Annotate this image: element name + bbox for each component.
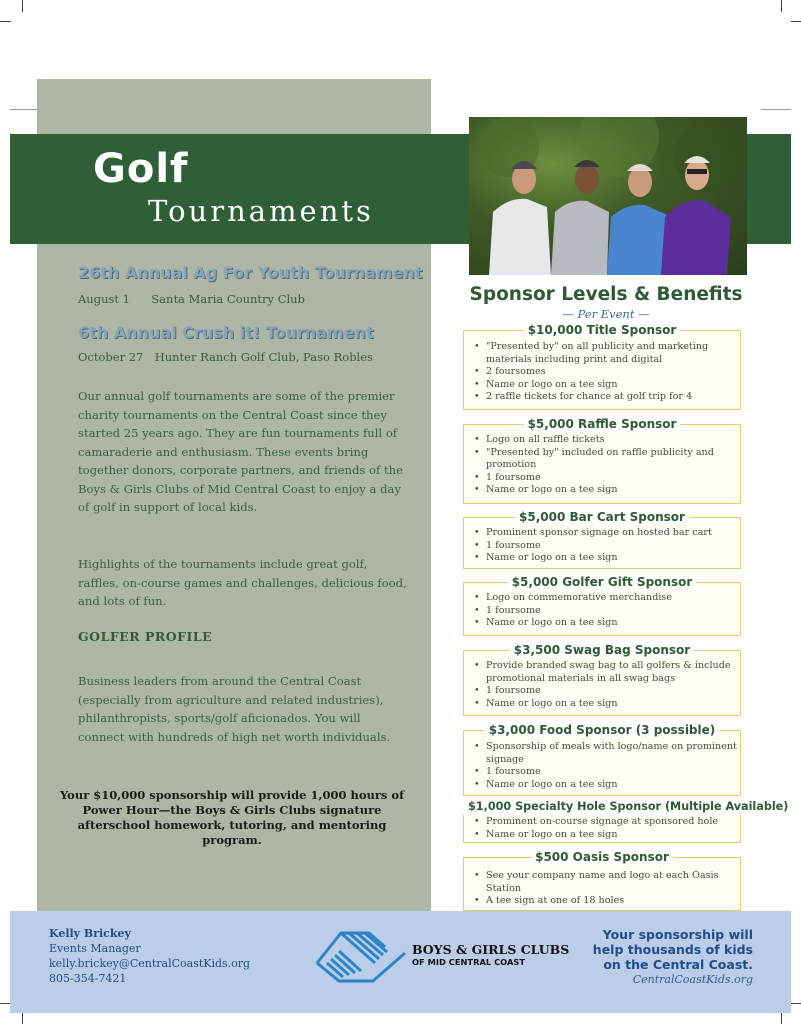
benefit-item: • Prominent sponsor signage on hosted bar cart <box>486 527 740 540</box>
event-venue-2: Hunter Ranch Golf Club, Paso Robles <box>154 350 373 364</box>
crop-mark <box>0 21 11 22</box>
tier-benefits <box>464 816 740 841</box>
website-link[interactable]: CentralCoastKids.org <box>632 973 753 986</box>
benefit-item: • See your company name and logo at each Oasis Station <box>486 870 740 895</box>
benefit-item: • Name or logo on a tee sign <box>486 617 740 630</box>
benefit-item: • 1 foursome <box>486 605 740 618</box>
contact-name: Kelly Brickey <box>49 927 131 940</box>
crop-mark <box>791 1003 801 1004</box>
tier-heading: $3,500 Swag Bag Sponsor <box>464 643 740 657</box>
impact-statement: Your $10,000 sponsorship will provide 1,000 hours of Power Hour—the Boys & Girls Clubs signature afterschool homework, tutoring, and mentoring program. <box>59 788 405 847</box>
contact-role: Events Manager <box>49 942 141 955</box>
golfer-profile-heading: GOLFER PROFILE <box>78 629 213 644</box>
benefit-item: • 2 raffle tickets for chance at golf trip for 4 <box>486 391 740 404</box>
tagline-line: help thousands of kids <box>592 942 753 957</box>
benefit-item: • Prominent on-course signage at sponsored hole <box>486 816 740 829</box>
event-title-2: 6th Annual Crush it! Tournament <box>78 323 374 342</box>
tier-benefits <box>464 660 740 710</box>
benefit-item: • 1 foursome <box>486 472 740 485</box>
crop-mark <box>10 109 37 110</box>
golfer-profile-paragraph: Business leaders from around the Central Coast (especially from agriculture and related industries), philanthropists, sports/golf aficionados. You will connect with hundreds of high net worth individuals. <box>78 674 391 744</box>
benefit-item: • A tee sign at one of 18 holes <box>486 895 740 908</box>
tier-benefits <box>464 741 740 791</box>
per-event-subtitle: — Per Event — <box>562 307 650 321</box>
intro-paragraph: Our annual golf tournaments are some of the premier charity tournaments on the Central Coast since they started 25 years ago. They are fun tournaments full of camaraderie and enthusiasm. These events bring together donors, corporate partners, and friends of the Boys & Girls Clubs of Mid Central Coast to enjoy a day of golf in support of local kids. <box>78 389 404 514</box>
crop-mark <box>791 21 801 22</box>
tier-benefits <box>464 870 740 908</box>
contact-phone: 805-354-7421 <box>49 972 127 985</box>
sponsor-tier <box>463 323 741 410</box>
sponsor-tier <box>463 575 741 636</box>
sponsorship-tagline <box>593 927 753 972</box>
tier-benefits <box>464 527 740 565</box>
org-subname: OF MID CENTRAL COAST <box>412 957 526 967</box>
org-name: BOYS & GIRLS CLUBS <box>412 942 570 957</box>
benefit-item: • Name or logo on a tee sign <box>486 779 740 792</box>
tier-heading: $1,000 Specialty Hole Sponsor (Multiple Available) <box>468 800 789 813</box>
tier-heading: $5,000 Golfer Gift Sponsor <box>464 575 740 589</box>
benefit-item: • Logo on commemorative merchandise <box>486 592 740 605</box>
sponsor-tier <box>463 800 789 843</box>
tier-heading: $5,000 Raffle Sponsor <box>464 417 740 431</box>
tier-heading: $500 Oasis Sponsor <box>464 850 740 864</box>
sponsor-tier <box>463 417 741 504</box>
tier-heading: $3,000 Food Sponsor (3 possible) <box>464 723 740 737</box>
tagline-line: Your sponsorship will <box>602 927 753 942</box>
sponsor-levels-heading: Sponsor Levels & Benefits <box>469 284 743 305</box>
event-title-1: 26th Annual Ag For Youth Tournament <box>78 263 423 282</box>
crop-mark <box>22 0 23 12</box>
page-subtitle: Tournaments <box>148 194 374 228</box>
benefit-item: • 1 foursome <box>486 540 740 553</box>
event-date-2: October 27 <box>78 350 144 364</box>
crop-mark <box>781 0 782 12</box>
tier-benefits <box>464 434 740 497</box>
benefit-item: • "Presented by" on all publicity and marketing materials including print and digital <box>486 341 740 366</box>
event-meta-2 <box>78 350 373 364</box>
benefit-item: • 1 foursome <box>486 685 740 698</box>
sponsor-tier <box>463 510 741 569</box>
benefit-item: • 2 foursomes <box>486 366 740 379</box>
contact-block <box>49 926 250 986</box>
benefit-item: • Name or logo on a tee sign <box>486 698 740 711</box>
page-title: Golf <box>93 146 189 192</box>
benefit-item: • "Presented by" included on raffle publicity and promotion <box>486 447 740 472</box>
benefit-item: • Name or logo on a tee sign <box>486 484 740 497</box>
tagline-line: on the Central Coast. <box>603 957 753 972</box>
golfers-photo <box>469 117 747 275</box>
highlights-paragraph: Highlights of the tournaments include great golf, raffles, on-course games and challenges, delicious food, and lots of fun. <box>78 557 407 608</box>
benefit-item: • Logo on all raffle tickets <box>486 434 740 447</box>
benefit-item: • Name or logo on a tee sign <box>486 552 740 565</box>
crop-mark <box>0 1003 10 1004</box>
crop-mark <box>22 1013 23 1024</box>
contact-email[interactable]: kelly.brickey@CentralCoastKids.org <box>49 957 251 970</box>
crop-mark <box>761 109 791 110</box>
benefit-item: • Sponsorship of meals with logo/name on prominent signage <box>486 741 740 766</box>
benefit-item: • Provide branded swag bag to all golfers & include promotional materials in all swag bags <box>486 660 740 685</box>
bgc-handshake-logo-icon <box>313 925 409 985</box>
event-date-1: August 1 <box>78 292 130 306</box>
tier-benefits <box>464 592 740 630</box>
sponsor-tier <box>463 850 741 911</box>
sponsor-tier <box>463 723 741 796</box>
golfers-photo-illustration <box>469 117 747 275</box>
tier-heading: $5,000 Bar Cart Sponsor <box>464 510 740 524</box>
tier-heading: $10,000 Title Sponsor <box>464 323 740 337</box>
benefit-item: • Name or logo on a tee sign <box>486 829 740 842</box>
event-venue-1: Santa Maria Country Club <box>151 292 305 306</box>
tier-benefits <box>464 341 740 404</box>
sponsor-tier <box>463 643 741 716</box>
event-meta-1 <box>78 292 305 306</box>
crop-mark <box>781 1013 782 1024</box>
benefit-item: • Name or logo on a tee sign <box>486 379 740 392</box>
benefit-item: • 1 foursome <box>486 766 740 779</box>
